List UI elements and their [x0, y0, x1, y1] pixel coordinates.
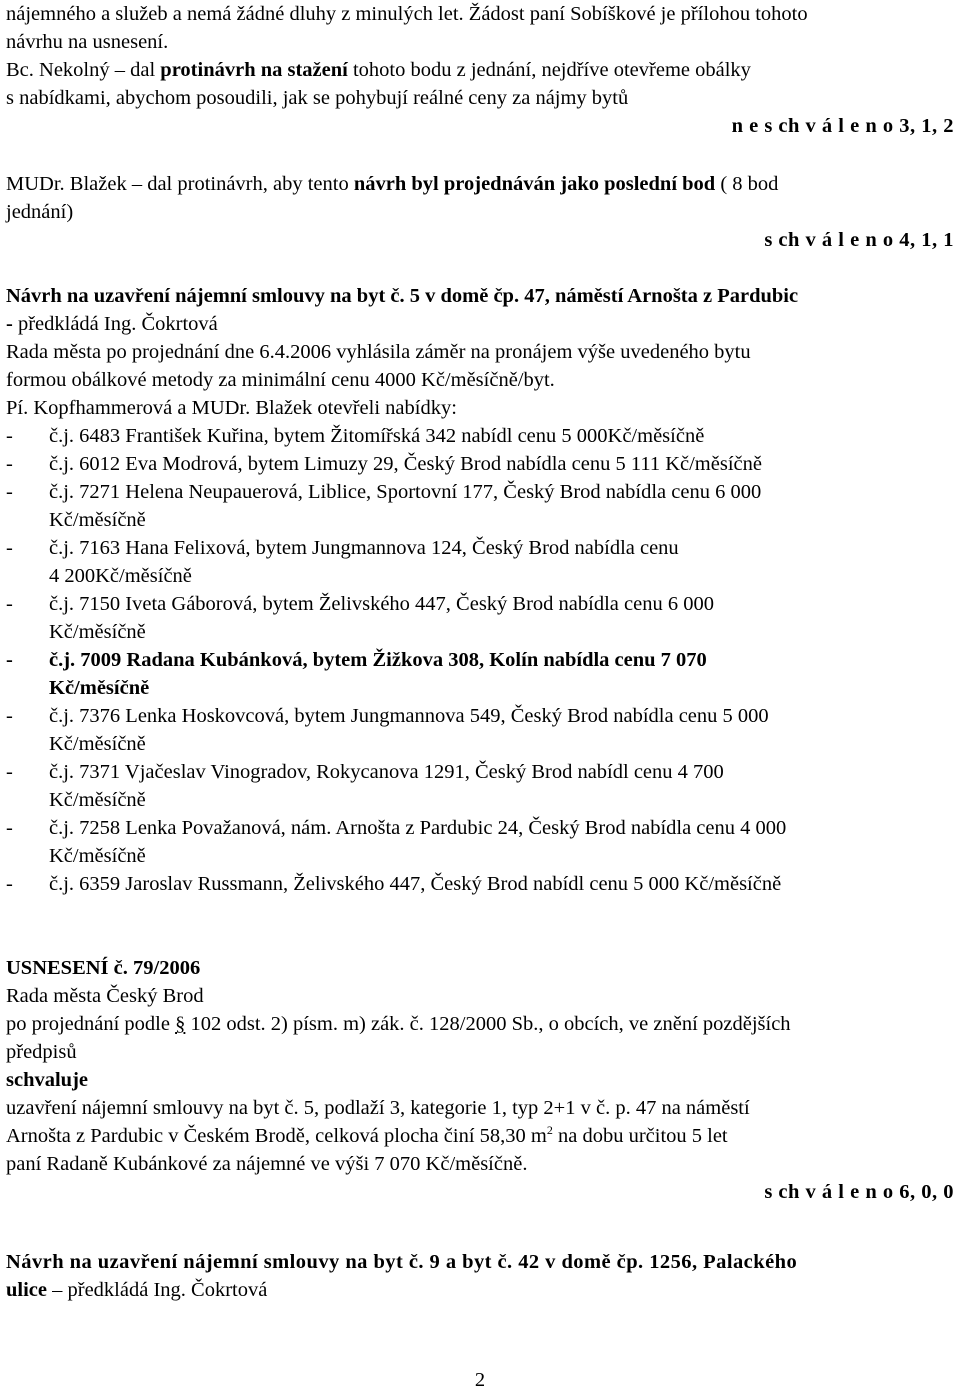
bid-text: č.j. 7376 Lenka Hoskovcová, bytem Jungmannova 549, Český Brod nabídla cenu 5 000 — [49, 705, 769, 727]
bid-item — [6, 816, 954, 840]
bid-item — [6, 872, 954, 896]
list-dash: - — [6, 481, 13, 503]
list-dash: - — [6, 761, 13, 783]
intro-line-6: jednání) — [6, 201, 74, 223]
item2-presenter — [6, 1278, 954, 1302]
bid-item — [6, 592, 954, 616]
resolution-body-1: Rada města Český Brod — [6, 985, 204, 1007]
text-run: po projednání podle — [6, 1013, 176, 1035]
bid-text: č.j. 6359 Jaroslav Russmann, Želivského 447, Český Brod nabídl cenu 5 000 Kč/měsíčně — [49, 873, 782, 895]
text-run: ( 8 bod — [715, 173, 779, 195]
resolution-title: USNESENÍ č. 79/2006 — [6, 957, 201, 979]
item2-title: Návrh na uzavření nájemní smlouvy na byt č. 9 a byt č. 42 v domě čp. 1256, Palackého — [6, 1251, 798, 1273]
bid-item-winning — [6, 648, 954, 672]
bold-run: protinávrh na stažení — [160, 59, 348, 81]
bid-item — [6, 480, 954, 504]
text-run: 102 odst. 2) písm. m) zák. č. 128/2000 Sb., o obcích, ve znění pozdějších — [185, 1013, 791, 1035]
intro-line-3 — [6, 58, 954, 82]
text-run: na dobu určitou 5 let — [552, 1125, 728, 1147]
bold-run: návrh byl projednáván jako poslední bod — [353, 173, 716, 195]
text-run: tohoto bodu z jednání, nejdříve otevřeme obálky — [347, 59, 751, 81]
text-run: MUDr. Blažek – dal protinávrh, aby tento — [6, 173, 354, 195]
bid-continuation: Kč/měsíčně — [49, 677, 150, 699]
bid-text: č.j. 7009 Radana Kubánková, bytem Žižkova 308, Kolín nabídla cenu 7 070 — [49, 649, 707, 671]
bid-continuation: Kč/měsíčně — [49, 733, 146, 755]
bid-continuation: Kč/měsíčně — [49, 789, 146, 811]
bid-item — [6, 760, 954, 784]
vote-result-2: s ch v á l e n o 4, 1, 1 — [764, 229, 954, 251]
list-dash: - — [6, 817, 13, 839]
item1-para-2: formou obálkové metody za minimální cenu 4000 Kč/měsíčně/byt. — [6, 369, 555, 391]
text-run: - — [6, 313, 18, 335]
resolution-body-5 — [6, 1124, 954, 1148]
section-symbol: § — [175, 1013, 186, 1035]
intro-line-1: nájemného a služeb a nemá žádné dluhy z minulých let. Žádost paní Sobíškové je přílohou tohoto — [6, 3, 808, 25]
bid-text: č.j. 7258 Lenka Považanová, nám. Arnošta z Pardubic 24, Český Brod nabídla cenu 4 000 — [49, 817, 787, 839]
bid-continuation: 4 200Kč/měsíčně — [49, 565, 192, 587]
bid-text: č.j. 7163 Hana Felixová, bytem Jungmannova 124, Český Brod nabídla cenu — [49, 537, 679, 559]
text-run: Arnošta z Pardubic v Českém Brodě, celková plocha činí 58,30 m — [6, 1125, 547, 1147]
bid-continuation: Kč/měsíčně — [49, 621, 146, 643]
bid-text: č.j. 6012 Eva Modrová, bytem Limuzy 29, Český Brod nabídla cenu 5 111 Kč/měsíčně — [49, 453, 762, 475]
text-run: – předkládá Ing. Čokrtová — [47, 1279, 268, 1301]
intro-line-5 — [6, 172, 954, 196]
vote-result-1: n e s ch v á l e n o 3, 1, 2 — [731, 115, 954, 137]
item1-para-3: Pí. Kopfhammerová a MUDr. Blažek otevřeli nabídky: — [6, 397, 457, 419]
bid-item — [6, 424, 954, 448]
bid-continuation: Kč/měsíčně — [49, 509, 146, 531]
bid-text: č.j. 6483 František Kuřina, bytem Žitomířská 342 nabídl cenu 5 000Kč/měsíčně — [49, 425, 705, 447]
bid-item — [6, 452, 954, 476]
bold-run: ulice — [6, 1279, 47, 1301]
resolution-verb: schvaluje — [6, 1069, 88, 1091]
bid-item — [6, 704, 954, 728]
list-dash: - — [6, 425, 13, 447]
resolution-body-2 — [6, 1012, 954, 1036]
bid-item — [6, 536, 954, 560]
text-run: Bc. Nekolný – dal — [6, 59, 161, 81]
intro-line-2: návrhu na usnesení. — [6, 31, 169, 53]
resolution-body-6: paní Radaně Kubánkové za nájemné ve výši 7 070 Kč/měsíčně. — [6, 1153, 528, 1175]
item1-presenter — [6, 312, 954, 336]
list-dash: - — [6, 873, 13, 895]
list-dash: - — [6, 649, 13, 671]
list-dash: - — [6, 705, 13, 727]
resolution-body-4: uzavření nájemní smlouvy na byt č. 5, podlaží 3, kategorie 1, typ 2+1 v č. p. 47 na náměstí — [6, 1097, 750, 1119]
list-dash: - — [6, 453, 13, 475]
text-run: předkládá Ing. Čokrtová — [17, 313, 218, 335]
vote-result-3: s ch v á l e n o 6, 0, 0 — [764, 1181, 954, 1203]
bid-text: č.j. 7150 Iveta Gáborová, bytem Želivského 447, Český Brod nabídla cenu 6 000 — [49, 593, 714, 615]
superscript: 2 — [546, 1123, 553, 1138]
list-dash: - — [6, 537, 13, 559]
item1-para-1: Rada města po projednání dne 6.4.2006 vyhlásila záměr na pronájem výše uvedeného bytu — [6, 341, 751, 363]
bid-continuation: Kč/měsíčně — [49, 845, 146, 867]
resolution-body-3: předpisů — [6, 1041, 77, 1063]
bid-text: č.j. 7371 Vjačeslav Vinogradov, Rokycanova 1291, Český Brod nabídl cenu 4 700 — [49, 761, 724, 783]
intro-line-4: s nabídkami, abychom posoudili, jak se pohybují reálné ceny za nájmy bytů — [6, 87, 629, 109]
list-dash: - — [6, 593, 13, 615]
bid-text: č.j. 7271 Helena Neupauerová, Liblice, Sportovní 177, Český Brod nabídla cenu 6 000 — [49, 481, 762, 503]
page-number: 2 — [474, 1369, 486, 1391]
item1-title: Návrh na uzavření nájemní smlouvy na byt č. 5 v domě čp. 47, náměstí Arnošta z Pardubic — [6, 285, 799, 307]
